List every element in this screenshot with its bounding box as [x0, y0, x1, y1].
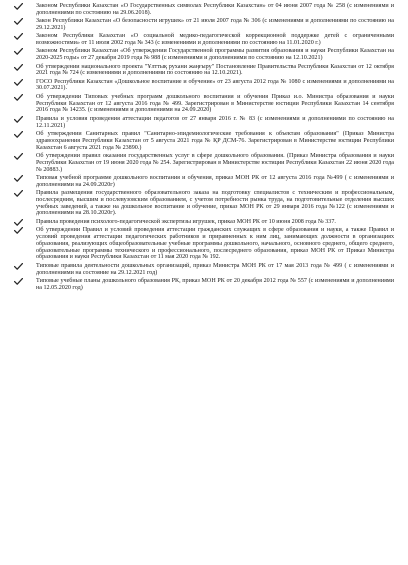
list-item-text: Типовая учебной программе дошкольного воспитания и обучения, приказ МОН РК от 12 августа 2016 года №499 ( с изменениями и дополнениями на 24.09.2020г)	[36, 174, 394, 188]
list-item-text: Законом Республики Казахстан «О социальной медико-педагогической коррекционной поддержке детей с ограниченными возможностями» от 11 июля 2002 года № 343 (с изменениями и дополнениями по состоянию на 11.01.2020 г.)	[36, 33, 394, 47]
checkmark-icon	[14, 33, 23, 40]
list-item-text: Правила проведения психолого-педагогической экспертизы игрушек, приказ МОН РК от 10 июня 2008 года № 337.	[36, 218, 336, 225]
list-item-text: Об утверждении национального проекта "Ұлттық рухани жаңғыру" Постановление Правительства Республики Казахстан от 12 октября 2021 года № 724 (с изменениями и дополнениями по состоянию на 12.10.2021).	[36, 63, 394, 77]
checkmark-icon	[14, 219, 23, 226]
legal-documents-list	[36, 3, 394, 291]
list-item-text: Правила и условия проведения аттестации педагогов от 27 января 2016 г. № 83 (с изменениями и дополнениями по состоянию на 12.11.2021)	[36, 115, 394, 129]
list-item-text: Правила размещения государственного образовательного заказа на подготовку специалистов с техническим и профессиональным, послесредним, высшим и послевузовским образованием, с учетом потребности рынка труда, на подготовительные отделения высших учебных заведений, а также на дошкольное воспитание и обучение, приказ МОН РК от 29 января 2016 года №122 (с изменениями и дополнениями на 28.10.2020г).	[36, 189, 394, 217]
checkmark-icon	[14, 131, 23, 138]
list-item	[36, 94, 394, 115]
checkmark-icon	[14, 153, 23, 160]
list-item-text: Об утверждении Правил и условий проведения аттестации гражданских служащих в сфере образования и науки, а также Правил и условий проведения аттестации педагогических работников и приравненных к ним лиц, занимающих должности в организациях образования, реализующих общеобразовательные учебные программы дошкольного, начального, основного среднего, общего среднего, образовательные программы технического и профессионального, послесреднего образования, приказ МОН РК от Приказ Министра образования и науки Республики Казахстан от 11 мая 2020 года № 192.	[36, 227, 394, 261]
list-item	[36, 153, 394, 174]
checkmark-icon	[14, 278, 23, 285]
checkmark-icon	[14, 79, 23, 86]
list-item	[36, 3, 394, 17]
list-item	[36, 33, 394, 47]
list-item	[36, 131, 394, 152]
checkmark-icon	[14, 227, 23, 234]
checkmark-icon	[14, 3, 23, 10]
list-item-text: Об утверждении правил оказания государственных услуг в сфере дошкольного образования. (Приказ Министра образования и науки Республики Казахстан от 19 июня 2020 года № 254. Зарегистрирован в Министерстве юстиции Республики Казахстан 22 июня 2020 года № 20883.)	[36, 152, 394, 173]
list-item	[36, 190, 394, 217]
checkmark-icon	[14, 190, 23, 197]
list-item-text: Законом Республики Казахстан «О Государственных символах Республики Казахстан» от 04 июня 2007 года № 258 (с изменениями и дополнениями по состоянию на 29.06.2018).	[36, 3, 394, 16]
list-item-text: Законом Республики Казахстан «Об утверждении Государственной программы развития образования и науки Республики Казахстан на 2020-2025 годы» от 27 декабря 2019 года № 988 (с изменениями и дополнениями по состоянию на 12.10.2021)	[36, 48, 394, 62]
checkmark-icon	[14, 64, 23, 71]
list-item	[36, 64, 394, 78]
list-item	[36, 175, 394, 189]
list-item	[36, 18, 394, 32]
list-item-text: ГОСО Республики Казахстан «Дошкольное воспитание и обучение» от 23 августа 2012 года № 1080 с изменениями и дополнениями на 30.07.2021).	[36, 78, 394, 92]
list-item	[36, 116, 394, 130]
list-item-text: Об утверждении Санитарных правил "Санитарно-эпидемиологические требования к объектам образования" (Приказ Министра здравоохранения Республики Казахстан от 5 августа 2021 года № ҚР ДСМ-76. Зарегистрирован в Министерстве юстиции Республики Казахстан 6 августа 2021 года № 23890.)	[36, 130, 394, 151]
checkmark-icon	[14, 48, 23, 55]
list-item	[36, 79, 394, 93]
checkmark-icon	[14, 175, 23, 182]
checkmark-icon	[14, 94, 23, 101]
list-item	[36, 263, 394, 277]
checkmark-icon	[14, 263, 23, 270]
list-item-text: Закон Республики Казахстан «О безопасности игрушек» от 21 июля 2007 года № 306 (с изменениями и дополнениями по состоянию на 29.12.2021)	[36, 18, 394, 31]
checkmark-icon	[14, 18, 23, 25]
list-item-text: Типовые правила деятельности дошкольных организаций, приказ Министра МОН РК от 17 мая 2013 года № 499 ( с изменениями и дополнениями на состояние на 29.12.2021 год)	[36, 262, 394, 276]
list-item-text: Типовые учебные планы дошкольного образования РК, приказ МОН РК от 20 декабря 2012 года № 557 (с изменениями и дополнениями на 12.05.2020 год)	[36, 277, 394, 291]
list-item	[36, 227, 394, 261]
list-item	[36, 48, 394, 62]
checkmark-icon	[14, 116, 23, 123]
list-item-text: Об утверждении Типовых учебных программ дошкольного воспитания и обучения Приказ и.о. Министра образования и науки Республики Казахстан от 12 августа 2016 года № 499. Зарегистрирован в Министерстве юстиции Республики Казахстан 14 сентября 2016 года № 14235. (с изменениями и дополнениями на 24.09.2020)	[36, 93, 394, 114]
list-item	[36, 278, 394, 292]
list-item	[36, 219, 394, 226]
